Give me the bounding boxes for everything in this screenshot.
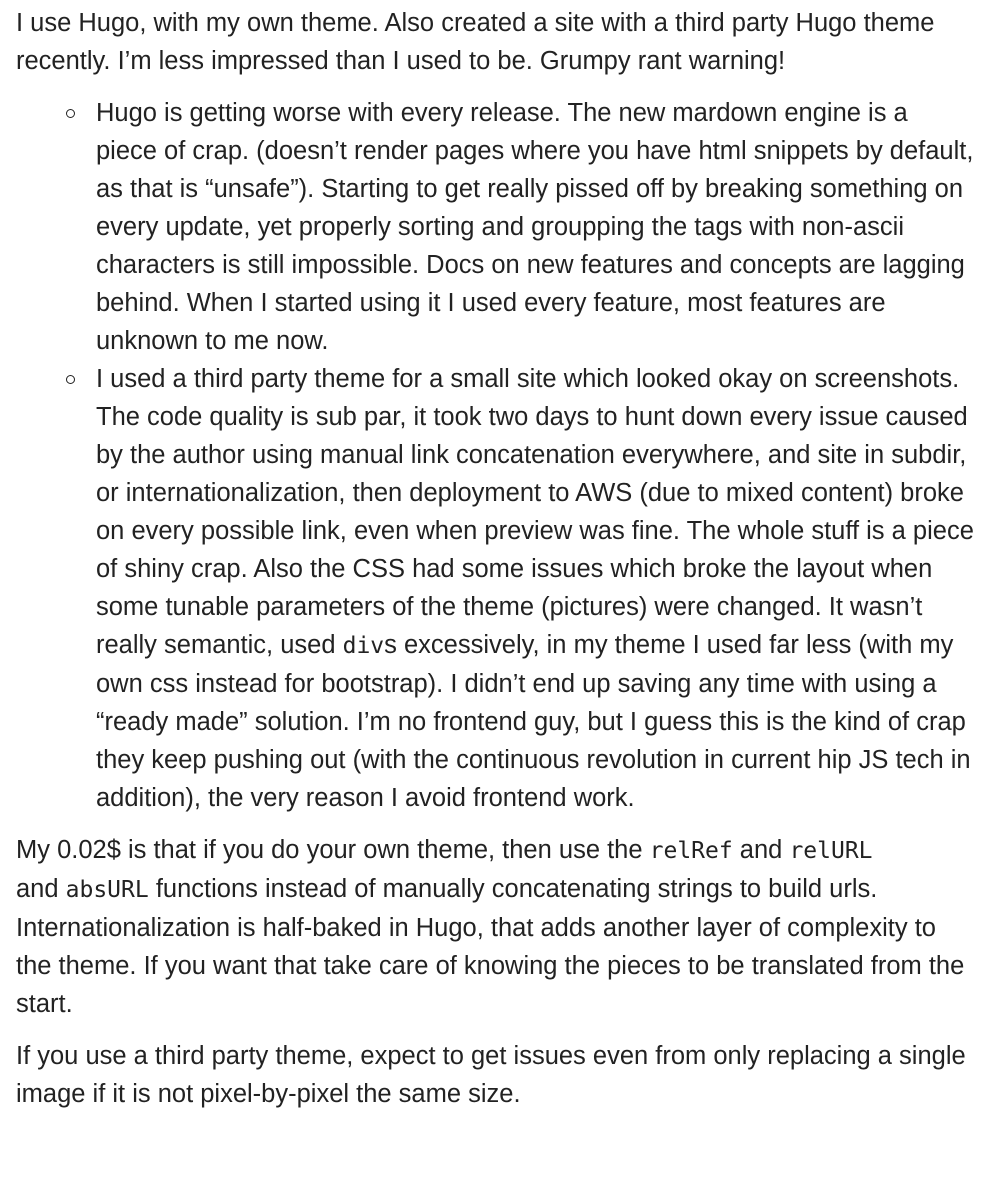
list-item-text: s excessively, in my theme I used far less (with my own css instead for bootstrap). I didn’t end up saving any time with using a “ready made” solution. I’m no frontend guy, but I guess this is the kind of crap they keep pushing out (with the continuous revolution in current hip JS tech in addition), the very reason I avoid frontend work. [96,631,971,812]
rant-list [16,94,974,817]
advice-text: and [16,875,66,903]
closing-paragraph: If you use a third party theme, expect to get issues even from only replacing a single image if it is not pixel-by-pixel the same size. [16,1042,966,1108]
inline-code-div: div [342,633,385,659]
inline-code-absurl: absURL [65,877,149,903]
intro-paragraph: I use Hugo, with my own theme. Also created a site with a third party Hugo theme recently. I’m less impressed than I used to be. Grumpy rant warning! [16,9,935,75]
list-item [96,360,974,817]
list-item [96,94,974,360]
advice-text: functions instead of manually concatenating strings to build urls. Internationalization is half-baked in Hugo, that adds another layer of complexity to the theme. If you want that take care of knowing the pieces to be translated from the start. [16,875,965,1018]
list-item-text: Hugo is getting worse with every release. The new mardown engine is a piece of crap. (doesn’t render pages where you have html snippets by default, as that is “unsafe”). Starting to get really pissed off by breaking something on every update, yet properly sorting and groupping the tags with non-ascii characters is still impossible. Docs on new features and concepts are lagging behind. When I started using it I used every feature, most features are unknown to me now. [96,99,974,355]
advice-text: My 0.02$ is that if you do your own theme, then use the [16,836,650,864]
advice-text: and [732,836,790,864]
advice-paragraph [16,831,974,1023]
list-item-text: I used a third party theme for a small site which looked okay on screenshots. The code quality is sub par, it took two days to hunt down every issue caused by the author using manual link concatenation everywhere, and site in subdir, or internationalization, then deployment to AWS (due to mixed content) broke on every possible link, even when preview was fine. The whole stuff is a piece of shiny crap. Also the CSS had some issues which broke the layout when some tunable parameters of the theme (pictures) were changed. It wasn’t really semantic, used [96,365,974,659]
inline-code-relref: relRef [649,838,733,864]
inline-code-relurl: relURL [789,838,873,864]
